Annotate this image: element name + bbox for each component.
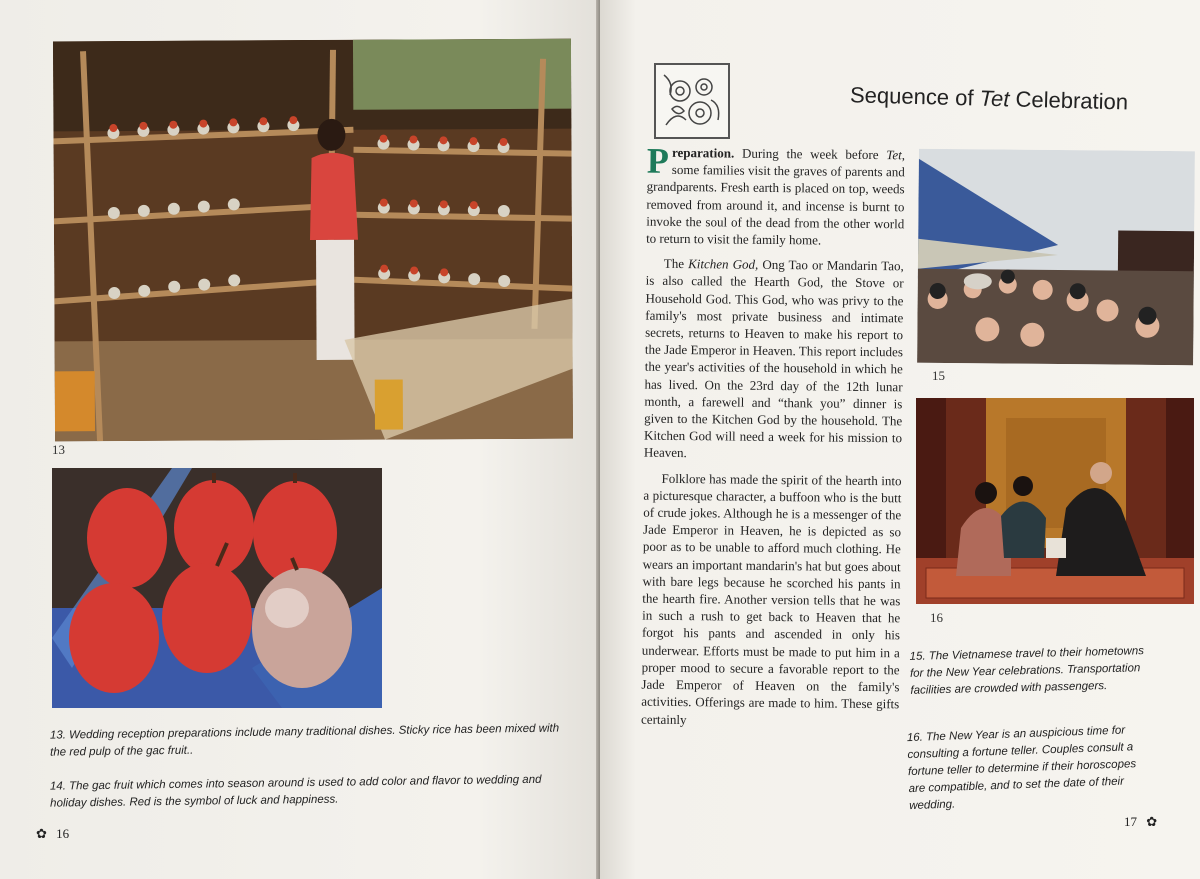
run-in-heading: reparation. bbox=[671, 144, 735, 161]
title-part-1: Sequence of bbox=[849, 82, 981, 111]
paragraph-preparation bbox=[646, 140, 906, 250]
caption-16: 16. The New Year is an auspicious time for consulting a fortune teller. Couples consult a fortune teller to determine if their horoscopes are compatible, and to set the date of their wedding. bbox=[906, 724, 1137, 813]
para2-em: Kitchen God, bbox=[688, 256, 759, 273]
photo-14-gac-fruit bbox=[52, 468, 382, 708]
bullet-icon: ✿ bbox=[36, 826, 47, 841]
bullet-icon: ✿ bbox=[1146, 814, 1158, 829]
article-body bbox=[641, 140, 906, 738]
caption-15: 15. The Vietnamese travel to their hometowns for the New Year celebrations. Transportation facilities are crowded with passengers. bbox=[909, 645, 1145, 697]
left-page bbox=[0, 0, 598, 879]
page-number-right bbox=[1124, 814, 1157, 830]
title-part-2: Celebration bbox=[1009, 86, 1129, 115]
paragraph-folklore: Folklore has made the spirit of the hearth into a picturesque character, a buffoon who is the butt of crude jokes. Although he is a messenger of the Jade Emperor in Heaven, he is depicted as so poor as to be unable to afford much clothing. He wears an important mandarin's hat but goes about with bare legs because he scorched his pants in the hearth fire. Another version tells that he was in such a rush to get back to Heaven that he forgot his pants and ascended in only his underwear. Efforts must be made to put him in a proper mood to secure a favorable report to the Jade Emperor of Heaven on the family's activities. Offerings are made to him. These gifts certainly bbox=[641, 470, 902, 727]
photo-15-train-crowd bbox=[917, 149, 1195, 365]
para1-rest: , some families visit the graves of parents and grandparents. Fresh earth is placed on top, weeds removed from around it, and incense is burnt to invoke the soul of the dead from the other world to return to visit the family home. bbox=[646, 147, 906, 248]
caption-13: 13. Wedding reception preparations include many traditional dishes. Sticky rice has been mixed with the red pulp of the gac fruit.. bbox=[49, 722, 560, 759]
photo-16-fortune-teller bbox=[916, 398, 1194, 604]
page-number-16: 16 bbox=[56, 826, 70, 841]
drop-cap: P bbox=[646, 140, 670, 181]
photo-13-number: 13 bbox=[52, 442, 65, 457]
page-title bbox=[850, 82, 1141, 116]
para2-pre: The bbox=[663, 256, 689, 272]
page-number-left bbox=[36, 826, 69, 842]
page-number-17: 17 bbox=[1124, 814, 1137, 829]
right-page bbox=[600, 0, 1200, 879]
title-part-tet: Tet bbox=[979, 85, 1010, 112]
paragraph-kitchen-god bbox=[644, 255, 904, 464]
para1-tet: Tet bbox=[886, 147, 902, 163]
photo-16-number: 16 bbox=[930, 610, 943, 625]
para2-rest: Ong Tao or Mandarin Tao, is also called the Hearth God, the Stove or Household God. This God, who was privy to the family's most private business and intimate secrets, returns to Heaven to make his report to the Jade Emperor in Heaven. This report includes the year's activities of the household in which he has lived. On the 23rd day of the 12th lunar month, a farewell and “thank you” dinner is given to the Kitchen God by the household. The Kitchen God will need a week for his mission to Heaven. bbox=[643, 257, 904, 461]
photo-13-wedding-food-shelves bbox=[53, 39, 573, 442]
para1-intro: During the week before bbox=[734, 145, 887, 163]
photo-15-number: 15 bbox=[932, 368, 945, 383]
flower-ornament-icon bbox=[654, 63, 730, 139]
caption-14: 14. The gac fruit which comes into season around is used to add color and flavor to wedding and holiday dishes. Red is the symbol of luck and happiness. bbox=[49, 773, 542, 810]
